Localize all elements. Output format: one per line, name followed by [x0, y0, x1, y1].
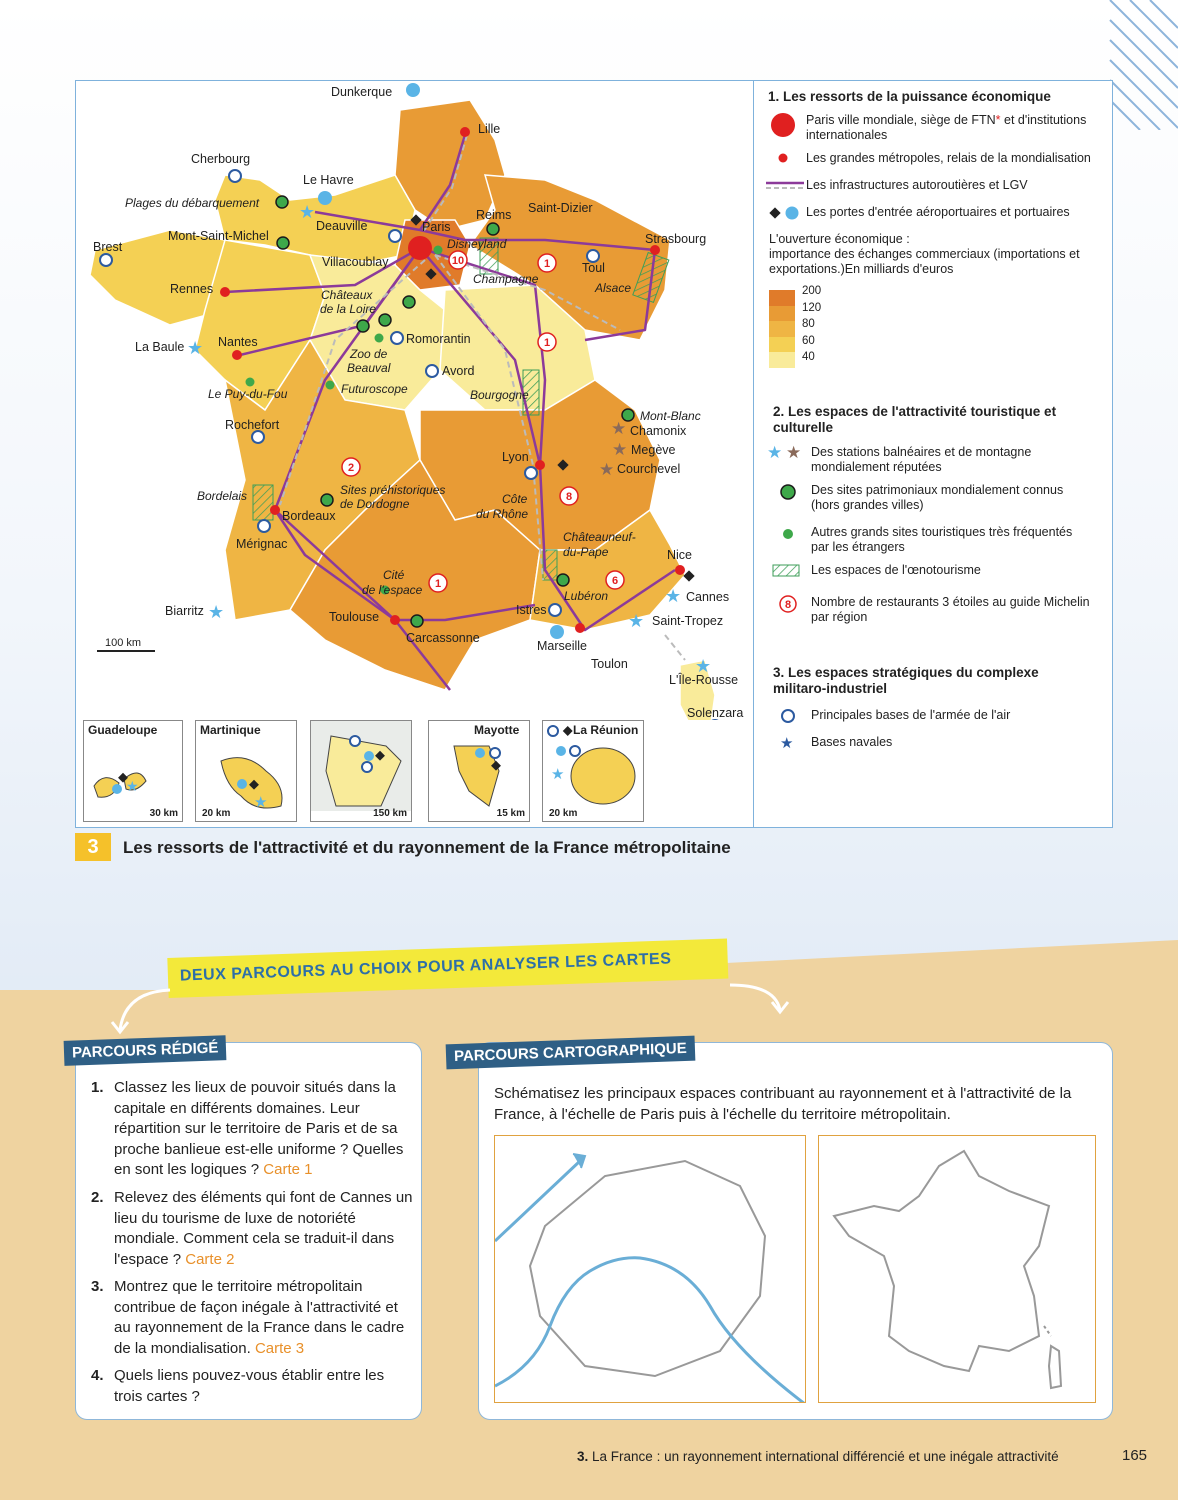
svg-text:Le Havre: Le Havre: [303, 173, 354, 187]
france-map: [75, 80, 753, 720]
svg-text:★: ★: [780, 734, 794, 751]
svg-text:★: ★: [611, 419, 627, 439]
svg-text:★: ★: [767, 443, 783, 462]
svg-text:6: 6: [611, 575, 619, 587]
svg-text:du Rhône: du Rhône: [476, 507, 529, 521]
svg-text:Strasbourg: Strasbourg: [645, 232, 707, 246]
svg-text:Le Puy-du-Fou: Le Puy-du-Fou: [208, 387, 288, 401]
svg-text:Lubéron: Lubéron: [564, 589, 609, 603]
svg-text:Toul: Toul: [582, 261, 605, 275]
svg-text:★: ★: [665, 586, 682, 607]
svg-text:Zoo de: Zoo de: [350, 347, 388, 361]
svg-text:Bourgogne: Bourgogne: [470, 388, 529, 402]
figure-number: 3: [75, 833, 111, 861]
svg-text:1: 1: [543, 337, 551, 349]
svg-text:Megève: Megève: [631, 443, 676, 457]
curved-arrows: [100, 980, 800, 1040]
svg-text:Biarritz: Biarritz: [165, 604, 204, 618]
svg-text:★: ★: [126, 779, 139, 795]
svg-text:Côte: Côte: [502, 492, 528, 506]
svg-text:Plages du débarquement: Plages du débarquement: [125, 196, 260, 210]
choice-banner: DEUX PARCOURS AU CHOIX POUR ANALYSER LES CARTES: [167, 938, 728, 998]
svg-text:Solenzara: Solenzara: [687, 706, 744, 720]
svg-text:★: ★: [786, 443, 802, 462]
paris-marker: [408, 236, 432, 260]
svg-text:Saint-Tropez: Saint-Tropez: [652, 614, 724, 628]
svg-text:Romorantin: Romorantin: [406, 332, 471, 346]
svg-text:Futuroscope: Futuroscope: [341, 382, 408, 396]
svg-text:★: ★: [254, 793, 268, 811]
svg-text:Mont-Saint-Michel: Mont-Saint-Michel: [168, 229, 269, 243]
svg-text:Villacoublay: Villacoublay: [322, 255, 389, 269]
svg-text:Paris: Paris: [422, 220, 451, 234]
svg-text:★: ★: [551, 765, 565, 783]
svg-text:Rennes: Rennes: [170, 282, 214, 296]
svg-text:La Baule: La Baule: [135, 340, 185, 354]
svg-text:Disneyland: Disneyland: [447, 237, 507, 251]
svg-text:Marseille: Marseille: [537, 639, 588, 653]
svg-text:Rochefort: Rochefort: [225, 418, 280, 432]
svg-text:Brest: Brest: [93, 240, 123, 254]
svg-text:2: 2: [347, 462, 355, 474]
svg-text:L'Île-Rousse: L'Île-Rousse: [669, 673, 739, 687]
svg-text:Courchevel: Courchevel: [617, 462, 681, 476]
svg-text:de la Loire: de la Loire: [320, 302, 377, 316]
svg-text:Bordeaux: Bordeaux: [282, 509, 336, 523]
svg-text:Lyon: Lyon: [502, 450, 529, 464]
svg-text:Alsace: Alsace: [595, 281, 632, 295]
svg-text:★: ★: [612, 440, 628, 460]
inset-martinique: Martinique ★ 20 km: [195, 720, 297, 822]
svg-text:★: ★: [599, 460, 615, 480]
svg-text:Cité: Cité: [383, 568, 405, 582]
svg-text:Nice: Nice: [667, 548, 693, 562]
svg-text:Toulouse: Toulouse: [329, 610, 380, 624]
parcours-carto-tag: PARCOURS CARTOGRAPHIQUE: [446, 1036, 696, 1070]
svg-text:Deauville: Deauville: [316, 219, 368, 233]
svg-text:Châteauneuf-: Châteauneuf-: [563, 530, 636, 544]
svg-text:★: ★: [208, 602, 225, 623]
svg-text:Cannes: Cannes: [686, 590, 730, 604]
svg-text:100 km: 100 km: [105, 637, 142, 649]
svg-text:du-Pape: du-Pape: [563, 545, 609, 559]
svg-text:★: ★: [628, 611, 645, 632]
svg-text:Reims: Reims: [476, 208, 512, 222]
svg-text:10: 10: [451, 255, 465, 267]
svg-text:Beauval: Beauval: [347, 361, 391, 375]
parcours-redige-tag: PARCOURS RÉDIGÉ: [64, 1035, 227, 1066]
svg-text:Avord: Avord: [442, 364, 475, 378]
svg-text:Lille: Lille: [478, 122, 501, 136]
svg-text:1: 1: [434, 578, 442, 590]
svg-text:Mont-Blanc: Mont-Blanc: [640, 409, 701, 423]
svg-text:Bordelais: Bordelais: [197, 489, 248, 503]
svg-text:★: ★: [695, 656, 712, 677]
svg-text:Chamonix: Chamonix: [630, 424, 687, 438]
question-2: 2. Relevez des éléments qui font de Cannes un lieu du tourisme de luxe de notoriété mondiale. Comment cela se traduit-il dans l'espace ? Carte 2: [91, 1189, 413, 1268]
question-4: 4. Quels liens pouvez-vous établir entre les trois cartes ?: [91, 1367, 385, 1405]
figure-caption: Les ressorts de l'attractivité et du rayonnement de la France métropolitaine: [123, 838, 731, 857]
carto-instructions: Schématisez les principaux espaces contribuant au rayonnement et à l'attractivité de la France, à l'échelle de Paris puis à l'échelle du territoire métropolitain.: [494, 1085, 1072, 1123]
map-legend: 1. Les ressorts de la puissance économique Paris ville mondiale, siège de FTN* et d'institutions internationales Les grandes métropoles, relais de la mondialisation Les infrastructures autoroutières et LGV Les portes d'entrée aéroportuaires et portuaires L'ouverture économique : importance des échanges commerciaux (importations et exportations.)En milliards d'euros 200 120 80 60 40 2. Les espaces de l'attractivité touristique et culturelle ★ ★ Des stations balnéaires et de montagne mondialement réputées Des sites patrimoniaux mondialement connus (hors grandes villes) Autres grands sites touristiques très fréquentés par les étrangers Les espaces de l'œnotourisme 8 Nombre de restaurants 3 étoiles au guide Michelin par région 3. Les espaces stratégiques du complexe militaro-industriel Principales bases de l'armée de l'air ★ Bases navales: [753, 80, 1113, 828]
inset-la-reunion: La Réunion ★ 20 km: [542, 720, 644, 822]
page-number: 165: [1122, 1447, 1148, 1464]
svg-text:8: 8: [784, 599, 792, 611]
oeno-bordelais: [253, 485, 273, 520]
svg-text:de Dordogne: de Dordogne: [340, 497, 410, 511]
svg-text:Dunkerque: Dunkerque: [331, 85, 393, 99]
question-1: 1. Classez les lieux de pouvoir situés dans la capitale en différents domaines. Leur répartition sur le territoire de Paris et de sa proche banlieue est-elle uniforme ? Quelles en sont les logiques ? Carte 1: [91, 1079, 404, 1178]
inset-guyane: 150 km: [310, 720, 412, 822]
svg-text:de l'espace: de l'espace: [362, 583, 423, 597]
svg-text:Champagne: Champagne: [473, 272, 539, 286]
svg-text:Cherbourg: Cherbourg: [191, 152, 251, 166]
paris-sketch-frame: [494, 1135, 806, 1403]
svg-text:Toulon: Toulon: [591, 657, 628, 671]
inset-mayotte: Mayotte 15 km: [428, 720, 530, 822]
svg-text:1: 1: [543, 258, 551, 270]
svg-text:Nantes: Nantes: [218, 335, 258, 349]
question-3: 3. Montrez que le territoire métropolitain contribue de façon inégale à l'attractivité et au rayonnement de la France dans le cadre de la mondialisation. Carte 3: [91, 1278, 405, 1357]
svg-text:Saint-Dizier: Saint-Dizier: [528, 201, 593, 215]
page-footer: 3. La France : un rayonnement international différencié et une inégale attractivité: [577, 1449, 1059, 1464]
svg-text:★: ★: [299, 202, 316, 223]
svg-text:★: ★: [187, 338, 204, 359]
svg-text:Châteaux: Châteaux: [321, 288, 373, 302]
svg-text:8: 8: [565, 491, 573, 503]
svg-text:Mérignac: Mérignac: [236, 537, 288, 551]
svg-text:Sites préhistoriques: Sites préhistoriques: [340, 483, 446, 497]
svg-text:Carcassonne: Carcassonne: [406, 631, 480, 645]
france-sketch-frame: [818, 1135, 1096, 1403]
svg-text:Istres: Istres: [516, 603, 547, 617]
inset-guadeloupe: Guadeloupe ★ 30 km: [83, 720, 183, 822]
